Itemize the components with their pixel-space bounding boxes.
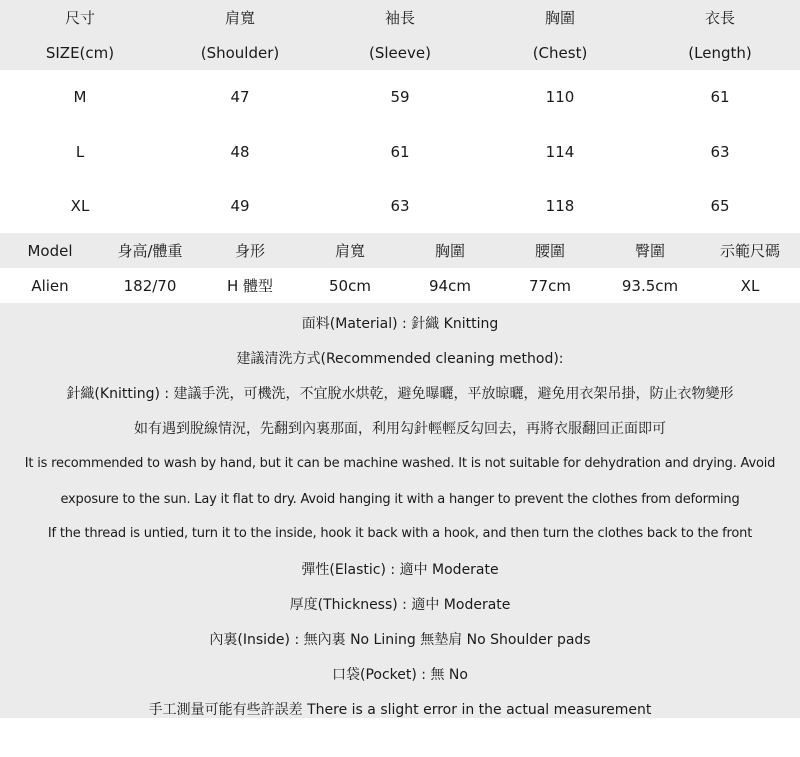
thickness-line: 厚度(Thickness) : 適中 Moderate <box>289 596 511 613</box>
cleaning-title: 建議清洗方式(Recommended cleaning method): <box>236 350 564 367</box>
cell-shoulder: 50cm <box>329 276 371 295</box>
pocket-line: 口袋(Pocket) : 無 No <box>332 666 468 683</box>
cell-size: XL <box>70 197 90 215</box>
cell-sleeve: 63 <box>390 197 410 215</box>
model-table-row <box>0 268 800 303</box>
header-waist: 腰圍 <box>534 242 565 260</box>
cell-shoulder: 48 <box>230 142 250 161</box>
cell-length: 65 <box>710 197 730 215</box>
cell-chest: 118 <box>545 197 575 215</box>
header-chest-zh: 胸圍 <box>544 9 575 27</box>
wash-instructions-en-2: exposure to the sun. Lay it flat to dry. Avoid hanging it with a hanger to prevent the clothes from deforming <box>60 491 740 507</box>
cell-waist: 77cm <box>529 276 571 295</box>
header-length-en: (Length) <box>688 43 752 62</box>
header-size-en: SIZE(cm) <box>45 43 115 62</box>
cell-height-weight: 182/70 <box>123 276 177 295</box>
inside-line: 內裏(Inside) : 無內裏 No Lining 無墊肩 No Shoulder pads <box>209 631 591 648</box>
cell-sleeve: 61 <box>390 142 410 161</box>
table-row <box>0 124 800 179</box>
measurement-error-note: 手工測量可能有些許誤差 There is a slight error in the actual measurement <box>148 701 652 718</box>
cell-shoulder: 47 <box>230 88 250 106</box>
cell-shoulder: 49 <box>230 197 250 215</box>
cell-size: L <box>75 142 85 161</box>
material-line: 面料(Material) : 針織 Knitting <box>301 315 499 332</box>
knitting-instructions-zh: 針織(Knitting) : 建議手洗，可機洗，不宜脫水烘乾，避免曝曬，平放晾曬，避免用衣架吊掛，防止衣物變形 <box>66 385 734 402</box>
cell-hip: 93.5cm <box>621 276 679 295</box>
cell-chest: 114 <box>545 142 575 161</box>
cell-sleeve: 59 <box>390 88 410 106</box>
bottom-margin <box>0 718 800 757</box>
header-demo-size: 示範尺碼 <box>719 242 780 260</box>
header-sleeve-zh: 袖長 <box>384 9 415 27</box>
header-hip: 臀圍 <box>634 242 665 260</box>
header-model: Model <box>27 241 73 260</box>
header-shoulder: 肩寬 <box>334 242 365 260</box>
cell-body-shape: H 體型 <box>226 277 274 295</box>
cell-length: 61 <box>710 88 730 106</box>
model-table-header <box>0 233 800 268</box>
size-table-header <box>0 0 800 70</box>
thread-instructions-zh: 如有遇到脫線情況，先翻到內裏那面，利用勾針輕輕反勾回去，再將衣服翻回正面即可 <box>134 420 666 437</box>
thread-instructions-en: If the thread is untied, turn it to the inside, hook it back with a hook, and then turn the clothes back to the front <box>47 526 753 541</box>
cell-demo-size: XL <box>740 276 760 295</box>
header-size-zh: 尺寸 <box>64 9 95 27</box>
header-chest: 胸圍 <box>434 242 465 260</box>
cell-length: 63 <box>710 142 730 161</box>
wash-instructions-en-1: It is recommended to wash by hand, but it can be machine washed. It is not suitable for dehydration and drying. Avoid <box>24 456 776 471</box>
header-chest-en: (Chest) <box>532 43 588 62</box>
header-body-shape: 身形 <box>234 242 265 260</box>
product-info <box>0 303 800 718</box>
header-height-weight: 身高/體重 <box>117 242 183 260</box>
size-table-body <box>0 70 800 233</box>
cell-size: M <box>73 88 87 106</box>
cell-model: Alien <box>31 276 69 295</box>
elastic-line: 彈性(Elastic) : 適中 Moderate <box>301 561 499 578</box>
table-row <box>0 179 800 233</box>
header-sleeve-en: (Sleeve) <box>369 43 431 62</box>
cell-chest: 110 <box>545 88 575 106</box>
cell-chest: 94cm <box>429 276 471 295</box>
table-row <box>0 70 800 124</box>
header-shoulder-zh: 肩寬 <box>224 9 255 27</box>
header-length-zh: 衣長 <box>704 9 735 27</box>
header-shoulder-en: (Shoulder) <box>200 43 280 62</box>
